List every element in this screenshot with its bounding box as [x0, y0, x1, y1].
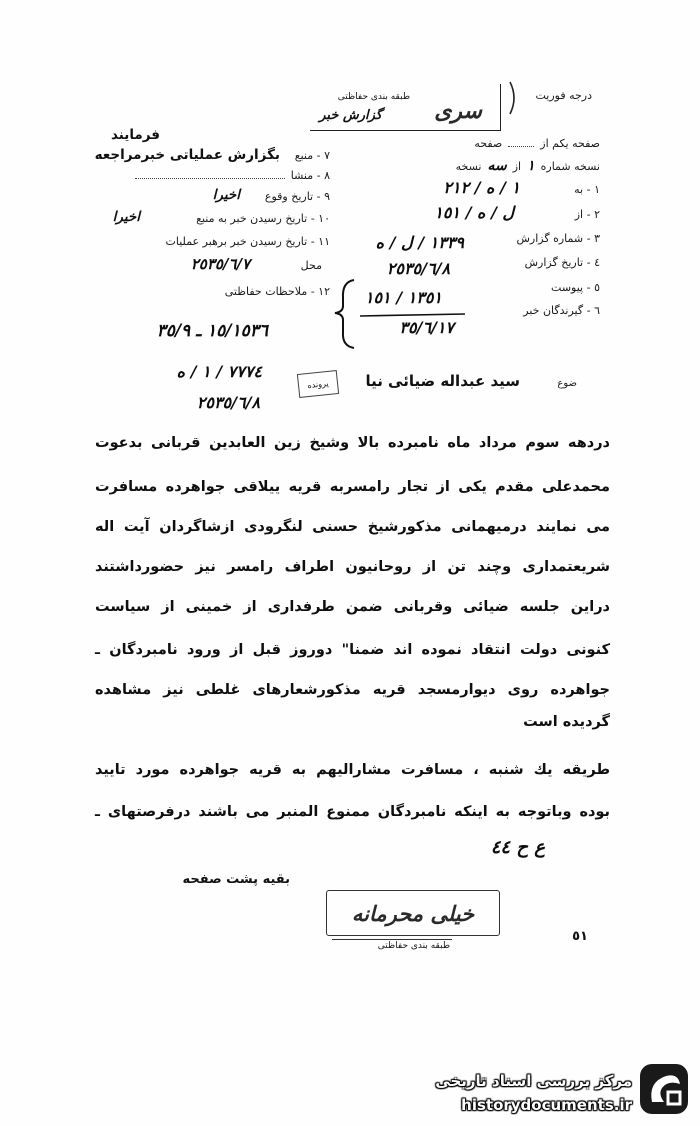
subject-label: ضوع	[557, 378, 577, 389]
to-label: ١ - به	[574, 183, 600, 196]
body-line: جواهرده روی دیوارمسجد قریه مذکورشعارهای غلطی نیز مشاهده	[95, 682, 610, 698]
watermark-org-name: مرکز بررسی اسناد تاریخی	[435, 1072, 632, 1090]
report-type-title: گزارش خبر	[319, 108, 382, 123]
report-number-label: ٣ - شماره گزارش	[516, 232, 600, 245]
dotted-leader	[508, 138, 534, 147]
continued-note: بقیه پشت صفحه	[182, 872, 290, 887]
copy-total-value: سه	[487, 158, 507, 174]
body-line: کنونی دولت انتقاد نموده اند ضمنا" دوروز قبل از ورود نامبردگان ـ	[95, 642, 610, 658]
from-label: ٢ - از	[574, 208, 600, 221]
classification-stamp	[326, 890, 500, 936]
report-date-label: ٤ - تاریخ گزارش	[524, 256, 600, 269]
source-label: ٧ - منبع	[294, 149, 330, 162]
divider	[332, 939, 452, 940]
file-stamp	[297, 370, 339, 398]
watermark-site-url: historydocuments.ir	[461, 1096, 632, 1114]
recipients-label: ٦ - گیرندگان خبر	[523, 304, 600, 317]
body-line: دراین جلسه ضیائی وقربانی ضمن طرفداری از خمینی از سیاست	[95, 599, 610, 615]
event-date-label: ٩ - تاریخ وقوع	[264, 190, 330, 203]
note-suffix: فرمایند	[110, 127, 160, 143]
reference-number-handwritten: ١٣٥١ / ١٥١	[364, 288, 442, 307]
margin-note-handwritten: ١٥/١٥٣٦ ـ ٣٥/٩	[156, 321, 268, 341]
copy-number-row	[456, 156, 600, 176]
page-count-row	[474, 136, 600, 152]
file-date-handwritten: ٢٥٣٥/٦/٨	[196, 393, 260, 412]
reference-date-handwritten: ٣٥/٦/١٧	[399, 318, 454, 337]
paren-stroke	[510, 82, 514, 114]
body-line: بوده وباتوجه به اینکه نامبردگان ممنوع المنبر می باشند درفرصتهای ـ	[95, 804, 610, 820]
priority-label: درجه فوریت	[535, 89, 592, 102]
report-date-handwritten: ٢٥٣٥/٦/٨	[386, 259, 450, 278]
source-value: بگزارش عملیاتی خبرمراجعه	[94, 147, 280, 163]
place-value: ٢٥٣٥/٦/٧	[190, 255, 250, 273]
copy-number-label: نسخه شماره	[540, 160, 600, 173]
dotted-leader	[135, 170, 285, 179]
body-line: گردیده است	[523, 714, 610, 730]
source-received-label: ١٠ - تاریخ رسیدن خبر به منبع	[196, 212, 330, 225]
subject-value: سید عبداله ضیائی نیا	[365, 372, 520, 390]
archive-logo-icon	[638, 1062, 690, 1116]
page-count-prefix: صفحه یکم از	[540, 137, 600, 150]
classification-stamp-text: خیلی محرمانه	[351, 900, 475, 926]
event-date-value: اخیرا	[212, 187, 240, 203]
brace-stroke	[335, 280, 354, 348]
attachment-label: ٥ - پیوست	[551, 281, 600, 294]
body-line: شریعتمداری وچند تن از روحانیون اطراف رامسر نیز حضورداشتند	[95, 559, 610, 575]
body-line: دردهه سوم مرداد ماه نامبرده بالا وشیخ زین العابدین قربانی بدعوت	[95, 435, 610, 451]
leader-received-label: ١١ - تاریخ رسیدن خبر برهبر عملیات	[165, 235, 330, 248]
copy-from-label: از	[512, 160, 522, 173]
signature-initials: ع ح ٤٤	[490, 837, 545, 858]
copy-number-value: ١	[527, 158, 535, 174]
footer-classification-label: طبقه بندی حفاظتی	[377, 941, 450, 951]
report-number-handwritten: ١٣٣٩ / ل / ه	[375, 233, 464, 252]
file-stamp-text: پرونده	[307, 378, 329, 390]
origin-label: ٨ - منشا	[290, 169, 330, 182]
classification-label: طبقه بندی حفاظتی	[337, 92, 410, 102]
secret-stamp: سری	[434, 98, 482, 124]
logo-background	[640, 1064, 688, 1114]
brace-mark	[330, 276, 470, 350]
to-value: ١ / ه / ٢١٢	[443, 178, 520, 197]
body-line: محمدعلی مقدم یکی از تجار رامسربه قریه ییلاقی جواهرده مسافرت	[95, 479, 610, 495]
body-line: طریقه یك شنبه ، مسافرت مشارالیهم به قریه جواهرده مورد تایید	[95, 762, 610, 778]
copy-suffix-label: نسخه	[455, 160, 482, 173]
place-label: محل	[300, 259, 322, 272]
page-number: ٥١	[572, 929, 588, 944]
from-value: ل / ه / ١٥١	[434, 203, 514, 222]
source-received-value: اخیرا	[112, 209, 140, 225]
file-number-handwritten: ٧٧٧٤ / ١ / ه	[176, 362, 262, 381]
page-count-suffix: صفحه	[474, 137, 503, 150]
underline-stroke	[360, 314, 465, 316]
body-line: می نمایند درمیهمانی مذکورشیخ حسنی لنگرودی ازشاگردان آیت اله	[95, 519, 610, 535]
paren-mark	[504, 80, 524, 116]
origin-row	[135, 168, 330, 184]
security-notes-label: ١٢ - ملاحظات حفاظتی	[224, 285, 330, 298]
